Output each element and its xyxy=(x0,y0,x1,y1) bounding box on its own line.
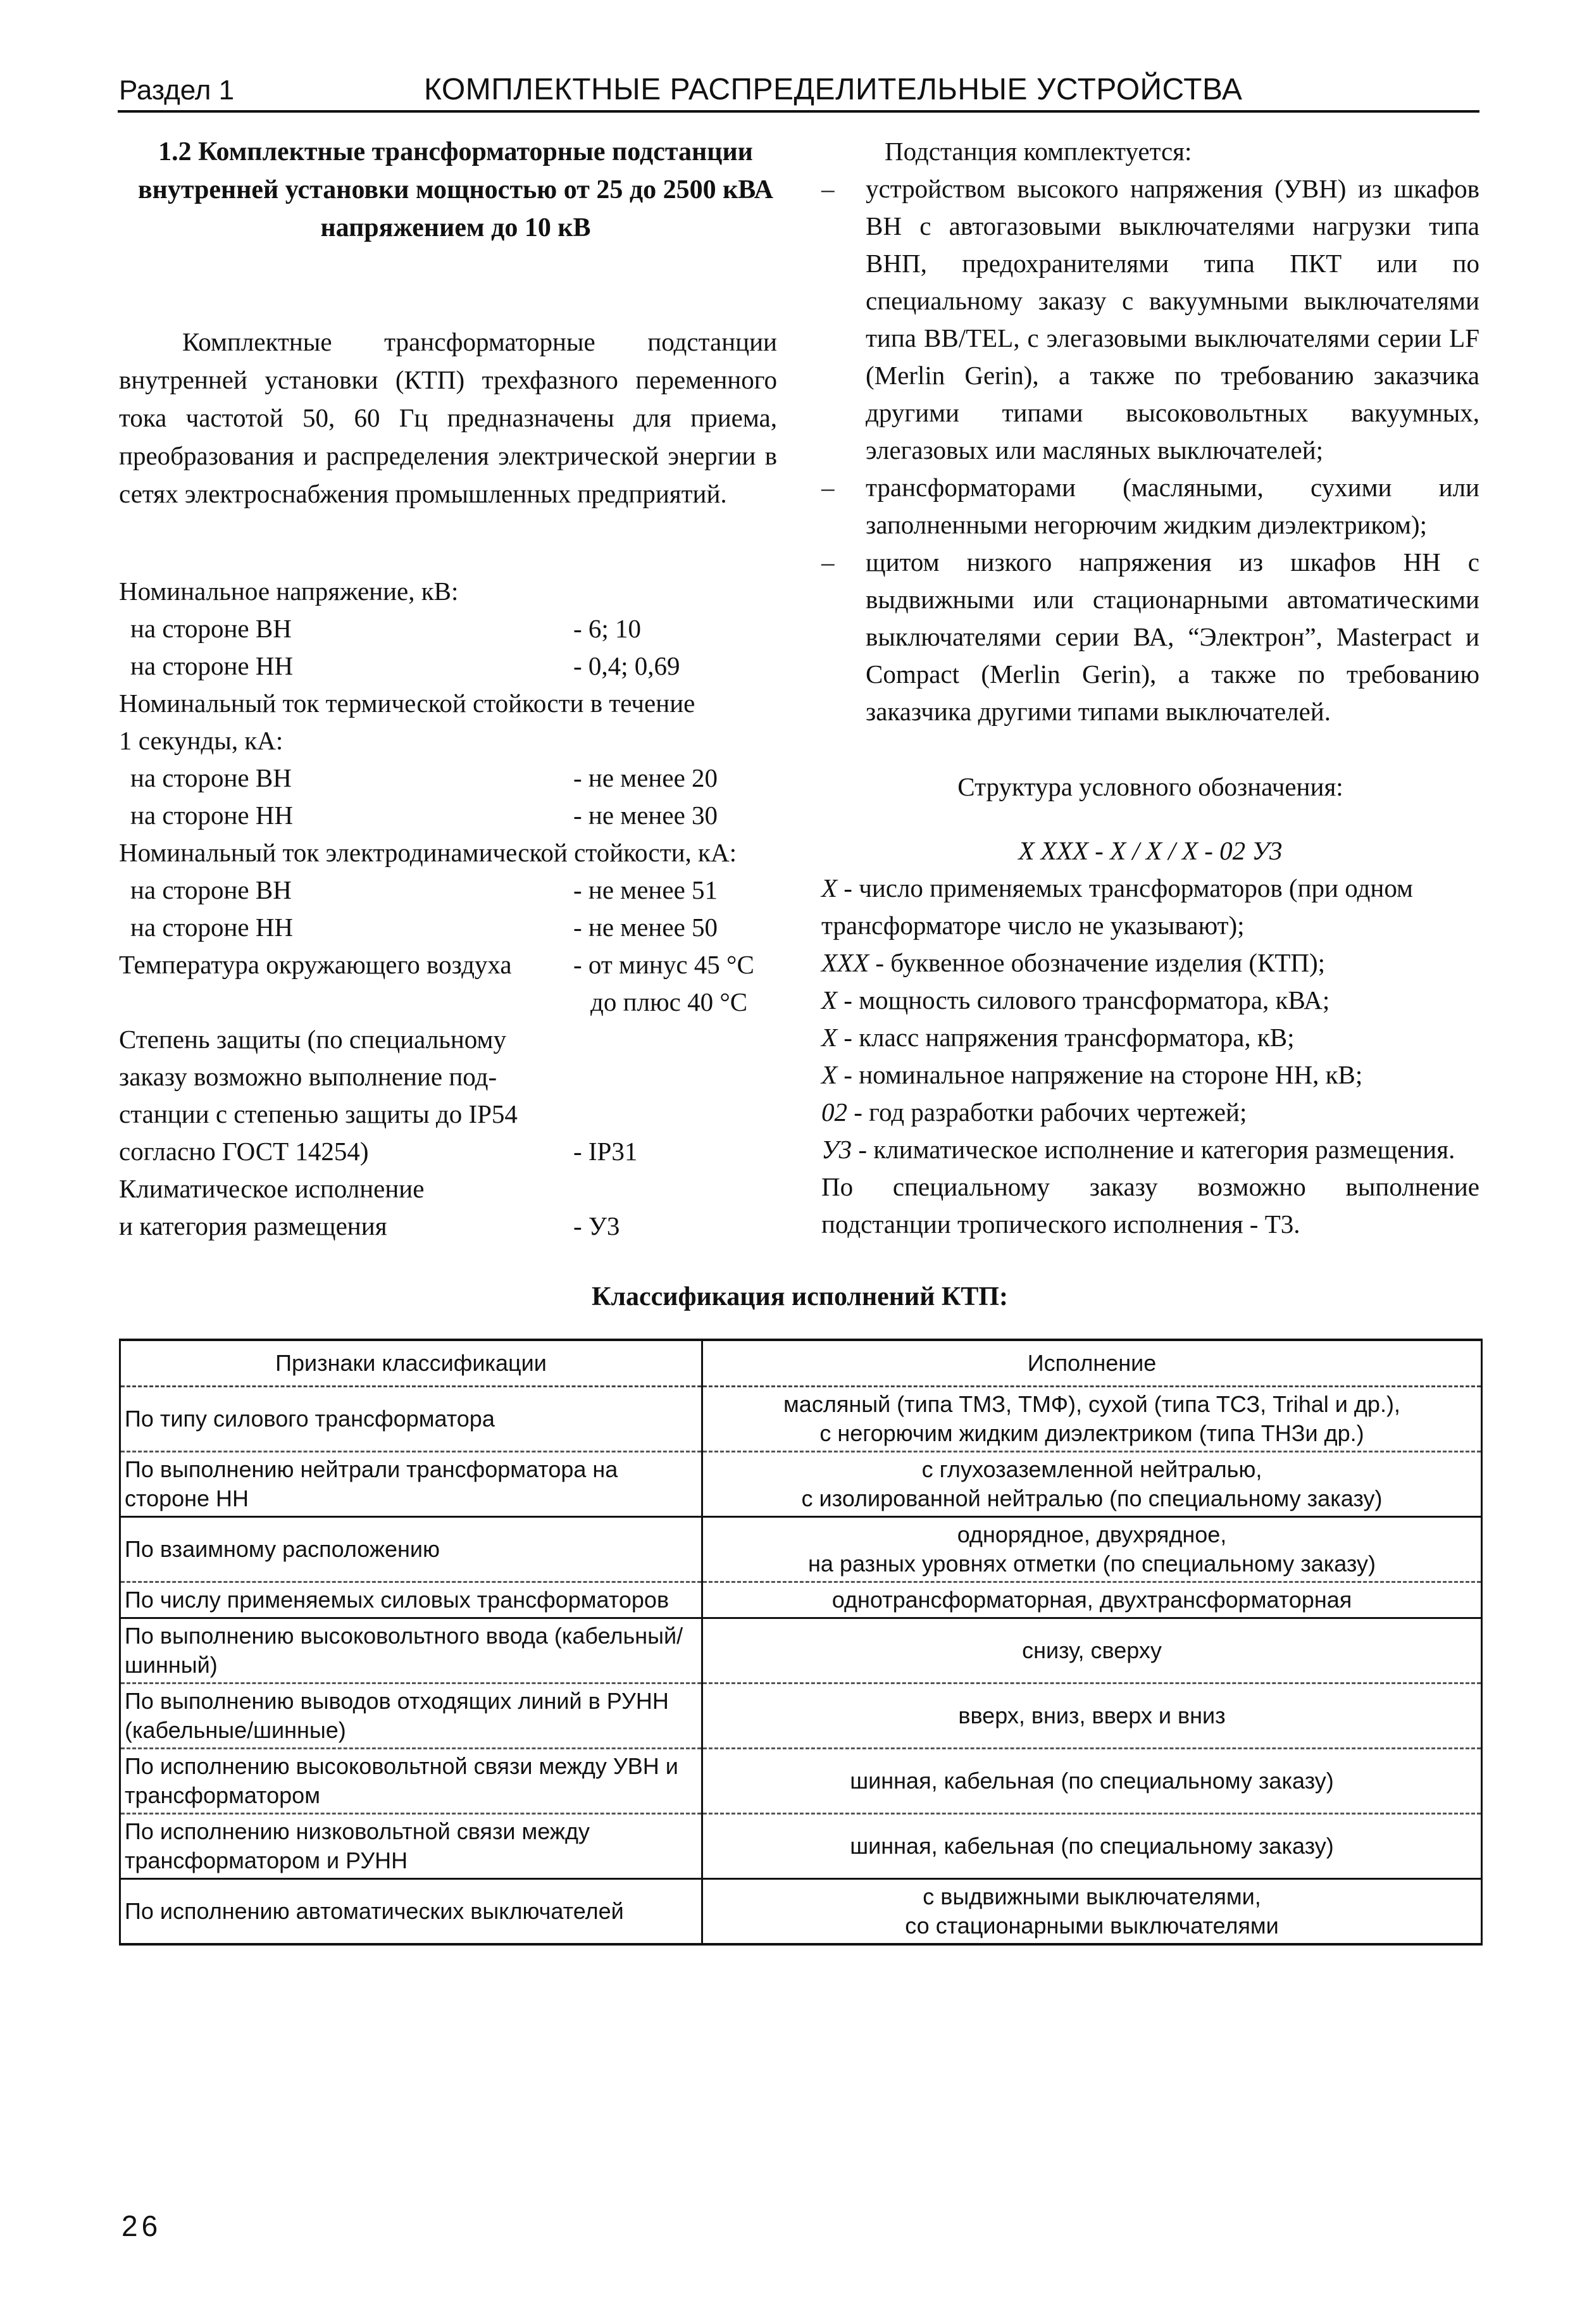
spec-row xyxy=(119,797,790,834)
feature-cell: По исполнению автоматических выключателей xyxy=(120,1879,702,1945)
structure-heading: Структура условного обозначения: xyxy=(957,772,1343,801)
spec-list xyxy=(119,573,790,1245)
table-row xyxy=(120,1749,1482,1814)
table-title: Классификация исполнений КТП: xyxy=(591,1282,1009,1311)
column-header: Признаки классификации xyxy=(120,1340,702,1387)
legend-item xyxy=(821,1056,1479,1094)
legend-item xyxy=(821,944,1479,982)
legend-text: - мощность силового трансформатора, кВА; xyxy=(837,985,1330,1015)
spec-row xyxy=(119,1133,790,1170)
section-heading-line: 1.2 Комплектные трансформаторные подстанции xyxy=(158,137,753,166)
feature-cell: По исполнению низковольтной связи между трансформатором и РУНН xyxy=(120,1814,702,1879)
legend-symbol: У3 xyxy=(821,1135,852,1164)
spec-row xyxy=(119,1058,790,1096)
spec-label: на стороне НН xyxy=(130,651,294,680)
spec-value: - от минус 45 °С xyxy=(573,950,754,979)
legend-item xyxy=(821,870,1479,907)
spec-label: Номинальный ток термической стойкости в течение xyxy=(119,689,695,718)
section-heading-line: напряжением до 10 кВ xyxy=(320,213,591,242)
legend-symbol: ХХХ xyxy=(821,948,869,977)
table-row xyxy=(120,1517,1482,1582)
spec-value: - не менее 30 xyxy=(573,801,718,830)
bullet-dash: – xyxy=(821,547,835,577)
feature-cell: По выполнению высоковольтного ввода (кабельный/шинный) xyxy=(120,1618,702,1684)
legend-text: - буквенное обозначение изделия (КТП); xyxy=(869,948,1326,977)
spec-label: на стороне НН xyxy=(130,801,294,830)
spec-label: Климатическое исполнение xyxy=(119,1174,425,1203)
intro-text xyxy=(119,323,777,513)
legend-item xyxy=(821,1019,1479,1056)
section-heading xyxy=(127,133,785,247)
table-header-row xyxy=(120,1340,1482,1387)
bullet-text: щитом низкого напряжения из шкафов НН с выдвижными или стационарными автоматическими выключателями серии ВА, “Электрон”, Masterpact и Compact (Merlin Gerin), а также по требованию заказчика другими типами выключателей. xyxy=(866,547,1479,726)
spec-value: - 6; 10 xyxy=(573,614,642,643)
value-line: масляный (типа ТМЗ, ТМФ), сухой (типа ТСЗ, Trihal и др.), xyxy=(783,1391,1400,1417)
feature-cell: По исполнению высоковольтной связи между УВН и трансформатором xyxy=(120,1749,702,1814)
bullet-dash: – xyxy=(821,174,835,203)
spec-value: - не менее 50 xyxy=(573,913,718,942)
spec-row xyxy=(119,834,790,872)
spec-label: Температура окружающего воздуха xyxy=(119,950,512,979)
value-line: с негорючим жидким диэлектриком (типа ТНЗи др.) xyxy=(819,1420,1364,1446)
spec-row xyxy=(119,1170,790,1208)
legend-item xyxy=(821,1131,1479,1168)
spec-row xyxy=(119,984,790,1021)
spec-label: 1 секунды, кА: xyxy=(119,726,283,755)
header-divider xyxy=(118,110,1479,113)
legend-item xyxy=(821,982,1479,1019)
legend-text: - номинальное напряжение на стороне НН, кВ; xyxy=(837,1060,1363,1089)
tropical-note: По специальному заказу возможно выполнение подстанции тропического исполнения - Т3. xyxy=(821,1172,1479,1239)
spec-row xyxy=(119,909,790,946)
table-row xyxy=(120,1452,1482,1517)
spec-label: на стороне НН xyxy=(130,913,294,942)
value-line: со стационарными выключателями xyxy=(905,1913,1279,1939)
spec-label: на стороне ВН xyxy=(130,875,292,904)
feature-cell: По взаимному расположению xyxy=(120,1517,702,1582)
spec-label: станции с степенью защиты до IP54 xyxy=(119,1099,518,1128)
equipment-lead: Подстанция комплектуется: xyxy=(885,137,1192,166)
table-row xyxy=(120,1879,1482,1945)
bullet-dash: – xyxy=(821,473,835,502)
spec-row xyxy=(119,946,790,984)
spec-value: до плюс 40 °С xyxy=(590,987,748,1016)
equipment-bullet xyxy=(821,170,1479,469)
spec-label: и категория размещения xyxy=(119,1211,387,1240)
spec-row xyxy=(119,1208,790,1245)
value-cell: шинная, кабельная (по специальному заказу) xyxy=(702,1749,1482,1814)
value-line: с выдвижными выключателями, xyxy=(923,1884,1261,1909)
table-row xyxy=(120,1582,1482,1618)
legend-text: трансформаторе число не указывают); xyxy=(821,911,1245,940)
table-row xyxy=(120,1684,1482,1749)
legend-symbol: Х xyxy=(821,1060,838,1089)
value-cell xyxy=(702,1387,1482,1452)
legend-symbol: Х xyxy=(821,985,838,1015)
table-row xyxy=(120,1814,1482,1879)
page-header-title: КОМПЛЕКТНЫЕ РАСПРЕДЕЛИТЕЛЬНЫЕ УСТРОЙСТВА xyxy=(424,73,1243,106)
value-cell: однотрансформаторная, двухтрансформаторная xyxy=(702,1582,1482,1618)
feature-cell: По выполнению выводов отходящих линий в РУНН (кабельные/шинные) xyxy=(120,1684,702,1749)
table-row xyxy=(120,1618,1482,1684)
spec-label: на стороне ВН xyxy=(130,614,292,643)
spec-value: - 0,4; 0,69 xyxy=(573,651,680,680)
legend-text: - число применяемых трансформаторов (при одном xyxy=(837,873,1413,903)
spec-row xyxy=(119,573,790,610)
designation-legend xyxy=(821,870,1479,1243)
value-cell: шинная, кабельная (по специальному заказу) xyxy=(702,1814,1482,1879)
legend-item xyxy=(821,907,1479,944)
spec-row xyxy=(119,1096,790,1133)
legend-text: - год разработки рабочих чертежей; xyxy=(847,1097,1247,1127)
value-line: однорядное, двухрядное, xyxy=(957,1521,1227,1547)
legend-text: - климатическое исполнение и категория размещения. xyxy=(852,1135,1455,1164)
classification-table xyxy=(119,1339,1483,1946)
value-cell: снизу, сверху xyxy=(702,1618,1482,1684)
spec-label: Номинальное напряжение, кВ: xyxy=(119,577,459,606)
spec-value: - не менее 51 xyxy=(573,875,718,904)
spec-value: - не менее 20 xyxy=(573,763,718,792)
legend-item xyxy=(821,1094,1479,1131)
bullet-text: трансформаторами (масляными, сухими или заполненными негорючим жидким диэлектриком); xyxy=(866,473,1479,539)
value-cell: вверх, вниз, вверх и вниз xyxy=(702,1684,1482,1749)
legend-symbol: Х xyxy=(821,873,838,903)
spec-row xyxy=(119,759,790,797)
legend-symbol: 02 xyxy=(821,1097,847,1127)
spec-row xyxy=(119,872,790,909)
value-line: на разных уровнях отметки (по специальному заказу) xyxy=(808,1551,1376,1577)
intro-paragraph: Комплектные трансформаторные подстанции внутренней установки (КТП) трехфазного переменного тока частотой 50, 60 Гц предназначены для приема, преобразования и распределения электрической энергии в сетях электроснабжения промышленных предприятий. xyxy=(119,327,777,508)
section-heading-line: внутренней установки мощностью от 25 до 2500 кВА xyxy=(137,175,773,204)
bullet-text: устройством высокого напряжения (УВН) из шкафов ВН с автогазовыми выключателями нагрузки типа ВНП, предохранителями типа ПКТ или по специальному заказу с вакуумными выключателями типа ВВ/TEL, с элегазовыми выключателями серии LF (Merlin Gerin), а также по требованию заказчика другими типами высоковольтных вакуумных, элегазовых или масляных выключателей; xyxy=(866,174,1479,465)
value-cell xyxy=(702,1517,1482,1582)
spec-label: Номинальный ток электродинамической стойкости, кА: xyxy=(119,838,737,867)
feature-cell: По числу применяемых силовых трансформаторов xyxy=(120,1582,702,1618)
feature-cell: По типу силового трансформатора xyxy=(120,1387,702,1452)
spec-row xyxy=(119,685,790,722)
spec-value: - IP31 xyxy=(573,1137,638,1166)
value-cell xyxy=(702,1452,1482,1517)
spec-label: согласно ГОСТ 14254) xyxy=(119,1137,369,1166)
right-column xyxy=(821,133,1479,1243)
value-line: с глухозаземленной нейтралью, xyxy=(921,1456,1262,1482)
spec-row xyxy=(119,610,790,647)
spec-label: Степень защиты (по специальному xyxy=(119,1025,506,1054)
column-header: Исполнение xyxy=(702,1340,1482,1387)
spec-label: заказу возможно выполнение под- xyxy=(119,1062,497,1091)
value-line: с изолированной нейтралью (по специальному заказу) xyxy=(801,1485,1383,1511)
spec-value: - У3 xyxy=(573,1211,620,1240)
equipment-bullet xyxy=(821,544,1479,730)
legend-text: - класс напряжения трансформатора, кВ; xyxy=(837,1023,1295,1052)
table-row xyxy=(120,1387,1482,1452)
spec-row xyxy=(119,1021,790,1058)
designation-formula: Х ХХХ - Х / Х / Х - 02 У3 xyxy=(1018,836,1283,865)
equipment-bullet xyxy=(821,469,1479,544)
page-number: 26 xyxy=(121,2209,162,2242)
spec-row xyxy=(119,722,790,759)
value-cell xyxy=(702,1879,1482,1945)
feature-cell: По выполнению нейтрали трансформатора на стороне НН xyxy=(120,1452,702,1517)
section-label: Раздел 1 xyxy=(119,75,235,106)
legend-symbol: Х xyxy=(821,1023,838,1052)
spec-label: на стороне ВН xyxy=(130,763,292,792)
spec-row xyxy=(119,647,790,685)
